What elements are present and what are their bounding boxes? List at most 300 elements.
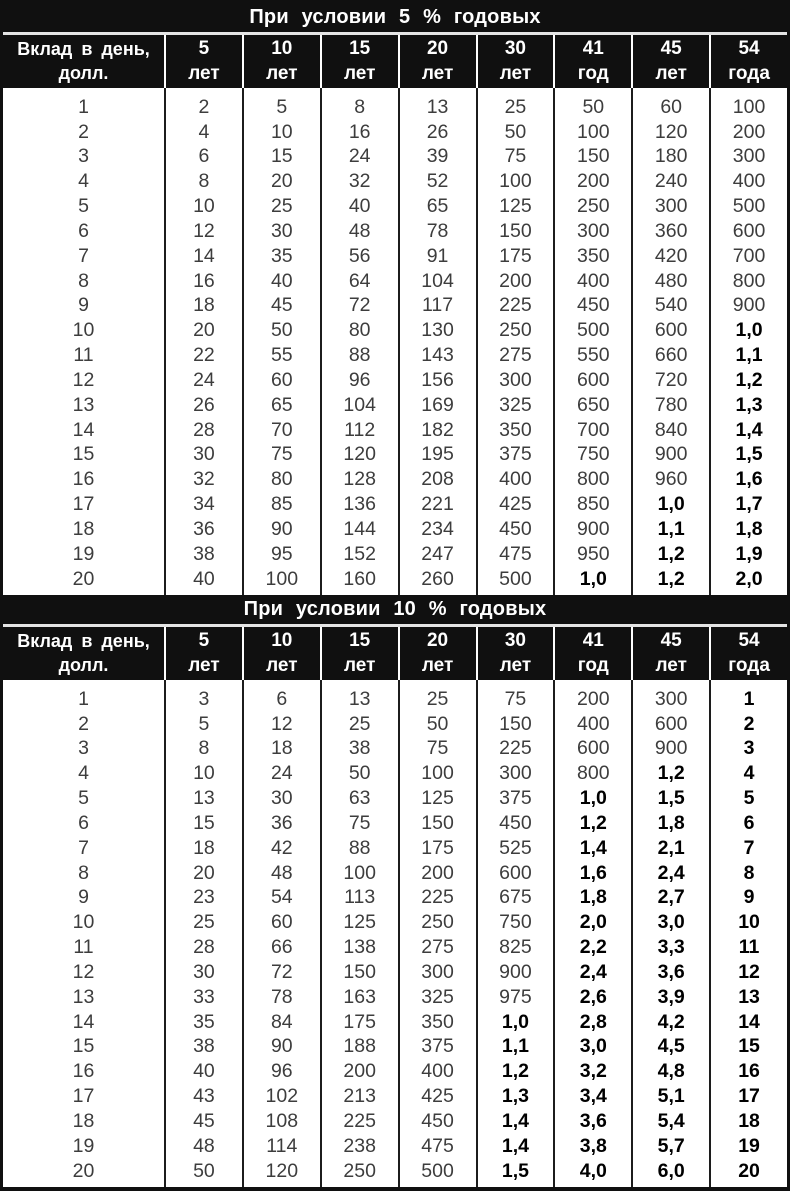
deposit-cell: 12 — [72, 960, 95, 983]
table-cell: 200 — [732, 120, 766, 143]
table-cell: 40 — [193, 1060, 215, 1083]
table-cell: 238 — [343, 1134, 376, 1157]
value-column — [398, 680, 476, 1187]
table-cell: 6 — [743, 811, 755, 834]
column-header-value: 5 — [198, 37, 210, 59]
table-cell: 234 — [421, 518, 454, 541]
column-header-value: 20 — [426, 629, 449, 651]
table-cell: 3,6 — [657, 960, 685, 983]
table-cell: 221 — [421, 493, 454, 516]
table-cell: 1,0 — [579, 567, 607, 590]
table-cell: 13 — [738, 985, 760, 1008]
table-cell: 225 — [499, 294, 532, 317]
table-cell: 800 — [577, 468, 610, 491]
column-header — [398, 35, 476, 88]
deposit-cell: 9 — [78, 294, 89, 317]
table-cell: 325 — [421, 985, 454, 1008]
table-cell: 20 — [738, 1159, 760, 1182]
table-cell: 125 — [343, 911, 376, 934]
table-cell: 600 — [654, 712, 688, 735]
table-cell: 960 — [654, 468, 688, 491]
table-cell: 275 — [421, 936, 454, 959]
table-cell: 56 — [348, 244, 371, 267]
table-cell: 350 — [421, 1010, 454, 1033]
deposit-cell: 19 — [72, 1134, 95, 1157]
table-cell: 144 — [343, 518, 376, 541]
table-cell: 2,7 — [657, 886, 685, 909]
table-cell: 100 — [265, 567, 299, 590]
deposit-cell: 13 — [72, 393, 95, 416]
table-cell: 1,9 — [735, 542, 763, 565]
table-cell: 2,0 — [579, 911, 607, 934]
column-header-value: 54 — [738, 37, 760, 59]
table-cell: 1,6 — [579, 861, 607, 884]
table-cell: 175 — [499, 244, 532, 267]
column-header-value: 30 — [504, 629, 526, 651]
table-cell: 1,4 — [501, 1110, 529, 1133]
table-cell: 40 — [348, 195, 371, 218]
value-column — [476, 88, 554, 595]
table-cell: 35 — [270, 244, 293, 267]
table-cell: 7 — [743, 836, 755, 859]
table-cell: 1,8 — [657, 811, 685, 834]
table-cell: 70 — [270, 418, 293, 441]
table-cell: 4,5 — [657, 1035, 685, 1058]
table-cell: 22 — [193, 344, 215, 367]
table-cell: 500 — [732, 195, 766, 218]
table-cell: 325 — [499, 393, 532, 416]
table-cell: 550 — [577, 344, 610, 367]
table-10-percent — [3, 595, 787, 1187]
table-cell: 10 — [738, 911, 760, 934]
table-cell: 1,2 — [579, 811, 607, 834]
table-cell: 300 — [499, 762, 532, 785]
table-cell: 48 — [270, 861, 293, 884]
table-cell: 2,6 — [579, 985, 607, 1008]
table-cell: 4,2 — [657, 1010, 685, 1033]
column-header-value: 5 — [198, 629, 210, 651]
column-header — [242, 627, 320, 680]
deposit-cell: 20 — [72, 1159, 95, 1182]
table-cell: 12 — [738, 960, 760, 983]
column-header-value: 54 — [738, 629, 760, 651]
table-cell: 200 — [577, 687, 610, 710]
table-cell: 17 — [738, 1085, 760, 1108]
column-header — [709, 35, 787, 88]
table-cell: 100 — [577, 120, 610, 143]
table-cell: 54 — [270, 886, 293, 909]
table-cell: 2 — [743, 712, 755, 735]
table-cell: 25 — [348, 712, 371, 735]
deposit-cell: 11 — [73, 936, 94, 959]
value-column — [320, 680, 398, 1187]
column-header-unit: год — [577, 62, 609, 84]
table-cell: 75 — [504, 145, 527, 168]
table-cell: 8 — [354, 95, 366, 118]
table-cell: 5,1 — [657, 1085, 685, 1108]
value-column — [631, 88, 709, 595]
table-cell: 400 — [499, 468, 532, 491]
table-cell: 1,5 — [501, 1159, 529, 1182]
table-cell: 80 — [270, 468, 293, 491]
column-header-value: 45 — [660, 629, 682, 651]
table-cell: 1,5 — [735, 443, 763, 466]
table-cell: 175 — [343, 1010, 376, 1033]
table-cell: 12 — [193, 219, 215, 242]
table-cell: 475 — [421, 1134, 454, 1157]
table-cell: 23 — [193, 886, 215, 909]
table-cell: 60 — [660, 95, 683, 118]
table-cell: 480 — [654, 269, 688, 292]
column-header — [164, 627, 242, 680]
table-cell: 96 — [348, 368, 371, 391]
deposit-cell: 4 — [78, 170, 89, 193]
table-cell: 1,8 — [735, 518, 763, 541]
value-column — [709, 88, 787, 595]
table-cell: 3 — [743, 737, 755, 760]
table-cell: 25 — [193, 911, 215, 934]
column-header-unit: год — [577, 654, 609, 676]
deposit-cell: 19 — [72, 542, 95, 565]
deposit-cell: 16 — [72, 468, 95, 491]
value-column — [164, 680, 242, 1187]
table-cell: 113 — [344, 886, 376, 909]
table-cell: 5,4 — [657, 1110, 685, 1133]
table-cell: 3,3 — [657, 936, 685, 959]
deposit-cell: 18 — [72, 1110, 95, 1133]
table-cell: 143 — [421, 344, 454, 367]
deposit-cell: 12 — [72, 368, 95, 391]
table-cell: 500 — [499, 567, 532, 590]
table-cell: 45 — [270, 294, 293, 317]
table-cell: 75 — [426, 737, 449, 760]
table-cell: 169 — [421, 393, 454, 416]
table-cell: 15 — [270, 145, 293, 168]
table-cell: 120 — [654, 120, 688, 143]
table-cell: 18 — [270, 737, 293, 760]
column-header — [709, 627, 787, 680]
table-cell: 200 — [421, 861, 454, 884]
table-cell: 14 — [193, 244, 215, 267]
table-cell: 138 — [343, 936, 376, 959]
table-cell: 11 — [738, 936, 760, 959]
table-cell: 20 — [270, 170, 293, 193]
column-header-value: 41 — [582, 37, 604, 59]
deposit-cell: 2 — [78, 712, 89, 735]
table-cell: 90 — [270, 518, 293, 541]
column-header-value: 20 — [426, 37, 449, 59]
table-cell: 28 — [193, 418, 215, 441]
table-cell: 247 — [421, 542, 454, 565]
deposit-column — [3, 88, 164, 595]
deposit-cell: 8 — [78, 861, 89, 884]
table-cell: 1,4 — [579, 836, 607, 859]
table-cell: 350 — [499, 418, 532, 441]
table-cell: 150 — [499, 219, 532, 242]
deposit-cell: 16 — [72, 1060, 95, 1083]
table-cell: 16 — [193, 269, 215, 292]
table-cell: 38 — [193, 542, 215, 565]
table-cell: 5,7 — [657, 1134, 685, 1157]
table-cell: 750 — [499, 911, 532, 934]
table-cell: 660 — [654, 344, 688, 367]
table-cell: 182 — [421, 418, 454, 441]
table-cell: 20 — [193, 861, 215, 884]
table-cell: 128 — [343, 468, 376, 491]
table-cell: 825 — [499, 936, 532, 959]
table-cell: 63 — [348, 787, 371, 810]
table-cell: 360 — [654, 219, 688, 242]
table-cell: 40 — [193, 567, 215, 590]
column-header-unit: лет — [421, 62, 454, 84]
table-cell: 225 — [499, 737, 532, 760]
table-cell: 1,6 — [735, 468, 763, 491]
value-column — [320, 88, 398, 595]
deposit-cell: 11 — [73, 344, 94, 367]
table-cell: 20 — [193, 319, 215, 342]
deposit-cell: 15 — [72, 443, 95, 466]
table-cell: 60 — [270, 911, 293, 934]
table-cell: 525 — [499, 836, 532, 859]
table-cell: 30 — [193, 960, 215, 983]
table-cell: 80 — [348, 319, 371, 342]
table-cell: 4,0 — [579, 1159, 607, 1182]
table-cell: 13 — [348, 687, 371, 710]
table-cell: 475 — [499, 542, 532, 565]
table-cell: 75 — [348, 811, 371, 834]
value-column — [242, 88, 320, 595]
table-cell: 38 — [348, 737, 371, 760]
table-cell: 100 — [343, 861, 376, 884]
table-cell: 900 — [577, 518, 610, 541]
column-header-unit: лет — [188, 654, 220, 676]
table-cell: 800 — [732, 269, 766, 292]
table-cell: 720 — [654, 368, 688, 391]
column-header — [398, 627, 476, 680]
column-header-unit: года — [728, 654, 770, 676]
table-cell: 13 — [193, 787, 215, 810]
deposit-cell: 6 — [78, 219, 89, 242]
table-cell: 72 — [348, 294, 371, 317]
table-cell: 1,1 — [501, 1035, 529, 1058]
table-cell: 60 — [270, 368, 293, 391]
table-cell: 136 — [343, 493, 376, 516]
table-header-row — [3, 627, 787, 680]
table-cell: 50 — [348, 762, 371, 785]
table-cell: 19 — [738, 1134, 760, 1157]
table-cell: 2,0 — [735, 567, 763, 590]
value-column — [242, 680, 320, 1187]
table-cell: 95 — [270, 542, 293, 565]
column-header-unit: лет — [655, 654, 687, 676]
table-cell: 6,0 — [657, 1159, 685, 1182]
table-cell: 1,2 — [735, 368, 763, 391]
table-cell: 18 — [193, 294, 215, 317]
table-cell: 42 — [270, 836, 293, 859]
deposit-cell: 13 — [72, 985, 95, 1008]
table-cell: 180 — [654, 145, 688, 168]
column-header-unit: лет — [499, 62, 532, 84]
table-cell: 300 — [732, 145, 766, 168]
value-column — [553, 88, 631, 595]
table-cell: 3,0 — [579, 1035, 607, 1058]
table-cell: 1,0 — [501, 1010, 529, 1033]
table-cell: 24 — [193, 368, 215, 391]
table-cell: 275 — [499, 344, 532, 367]
table-cell: 16 — [738, 1060, 760, 1083]
table-cell: 260 — [421, 567, 454, 590]
table-cell: 26 — [426, 120, 449, 143]
table-cell: 8 — [743, 861, 755, 884]
table-cell: 250 — [343, 1159, 376, 1182]
table-cell: 700 — [577, 418, 610, 441]
table-cell: 600 — [732, 219, 766, 242]
column-header-unit: лет — [266, 62, 298, 84]
table-cell: 1,2 — [501, 1060, 529, 1083]
table-cell: 55 — [270, 344, 293, 367]
row-header — [3, 35, 164, 88]
column-header-value: 15 — [349, 37, 371, 59]
table-cell: 91 — [426, 244, 449, 267]
table-cell: 3,4 — [579, 1085, 607, 1108]
deposit-cell: 1 — [78, 687, 89, 710]
table-cell: 12 — [270, 712, 293, 735]
table-cell: 225 — [343, 1110, 376, 1133]
table-cell: 104 — [343, 393, 376, 416]
table-cell: 65 — [426, 195, 449, 218]
table-cell: 200 — [343, 1060, 376, 1083]
value-column — [164, 88, 242, 595]
table-cell: 45 — [193, 1110, 215, 1133]
table-cell: 6 — [276, 687, 288, 710]
table-cell: 400 — [577, 712, 610, 735]
table-cell: 52 — [426, 170, 449, 193]
table-cell: 150 — [343, 960, 376, 983]
table-cell: 18 — [193, 836, 215, 859]
table-cell: 375 — [499, 443, 532, 466]
table-cell: 120 — [265, 1159, 299, 1182]
table-cell: 130 — [421, 319, 454, 342]
row-header-line: долл. — [58, 654, 109, 675]
table-cell: 32 — [193, 468, 215, 491]
table-cell: 300 — [654, 687, 688, 710]
table-cell: 300 — [654, 195, 688, 218]
table-cell: 2,8 — [579, 1010, 607, 1033]
deposit-cell: 3 — [78, 737, 89, 760]
deposit-cell: 17 — [72, 493, 95, 516]
table-cell: 50 — [193, 1159, 215, 1182]
table-cell: 2 — [198, 95, 210, 118]
table-cell: 900 — [654, 737, 688, 760]
deposit-cell: 2 — [78, 120, 89, 143]
table-cell: 225 — [421, 886, 454, 909]
table-cell: 950 — [577, 542, 610, 565]
table-cell: 150 — [499, 712, 532, 735]
column-header — [242, 35, 320, 88]
column-header-unit: лет — [188, 62, 220, 84]
value-column — [553, 680, 631, 1187]
table-cell: 213 — [343, 1085, 376, 1108]
table-cell: 200 — [577, 170, 610, 193]
table-cell: 160 — [343, 567, 376, 590]
table-cell: 75 — [504, 687, 527, 710]
table-cell: 650 — [577, 393, 610, 416]
table-cell: 1,0 — [579, 787, 607, 810]
table-cell: 84 — [270, 1010, 293, 1033]
deposit-cell: 5 — [78, 195, 89, 218]
column-header-unit: лет — [421, 654, 454, 676]
table-cell: 104 — [421, 269, 454, 292]
table-cell: 900 — [499, 960, 532, 983]
table-body — [3, 680, 787, 1187]
column-header — [164, 35, 242, 88]
table-cell: 250 — [577, 195, 610, 218]
table-cell: 850 — [577, 493, 610, 516]
table-cell: 400 — [577, 269, 610, 292]
table-cell: 1,8 — [579, 886, 607, 909]
table-cell: 3,6 — [579, 1110, 607, 1133]
table-cell: 500 — [577, 319, 610, 342]
table-5-percent — [3, 3, 787, 595]
table-cell: 3,2 — [579, 1060, 607, 1083]
table-cell: 30 — [270, 219, 293, 242]
table-title: При условии 5 % годовых — [3, 3, 787, 32]
table-cell: 85 — [270, 493, 293, 516]
deposit-cell: 14 — [72, 1010, 95, 1033]
deposit-cell: 6 — [78, 811, 89, 834]
table-cell: 975 — [499, 985, 532, 1008]
table-cell: 2,1 — [657, 836, 685, 859]
table-cell: 400 — [732, 170, 766, 193]
value-column — [709, 680, 787, 1187]
table-cell: 900 — [654, 443, 688, 466]
table-body — [3, 88, 787, 595]
table-cell: 24 — [348, 145, 371, 168]
table-cell: 10 — [270, 120, 293, 143]
row-header-line: долл. — [58, 62, 109, 83]
table-cell: 50 — [270, 319, 293, 342]
table-cell: 5 — [198, 712, 210, 735]
table-cell: 250 — [421, 911, 454, 934]
deposit-cell: 7 — [78, 836, 89, 859]
table-cell: 450 — [421, 1110, 454, 1133]
deposit-cell: 7 — [78, 244, 89, 267]
table-cell: 2,4 — [579, 960, 607, 983]
table-cell: 1,4 — [501, 1134, 529, 1157]
table-cell: 300 — [499, 368, 532, 391]
table-cell: 25 — [426, 687, 449, 710]
deposit-column — [3, 680, 164, 1187]
table-cell: 195 — [421, 443, 454, 466]
table-cell: 50 — [582, 95, 605, 118]
table-cell: 1,7 — [735, 493, 763, 516]
table-cell: 1,3 — [501, 1085, 529, 1108]
table-cell: 36 — [270, 811, 293, 834]
table-cell: 90 — [270, 1035, 293, 1058]
value-column — [476, 680, 554, 1187]
table-cell: 152 — [343, 542, 376, 565]
table-cell: 120 — [343, 443, 376, 466]
table-cell: 8 — [198, 170, 210, 193]
table-cell: 425 — [499, 493, 532, 516]
table-cell: 38 — [193, 1035, 215, 1058]
table-cell: 117 — [422, 294, 454, 317]
column-header — [553, 627, 631, 680]
column-header-value: 10 — [271, 37, 293, 59]
table-cell: 114 — [266, 1134, 298, 1157]
table-cell: 200 — [499, 269, 532, 292]
column-header-unit: лет — [343, 62, 376, 84]
